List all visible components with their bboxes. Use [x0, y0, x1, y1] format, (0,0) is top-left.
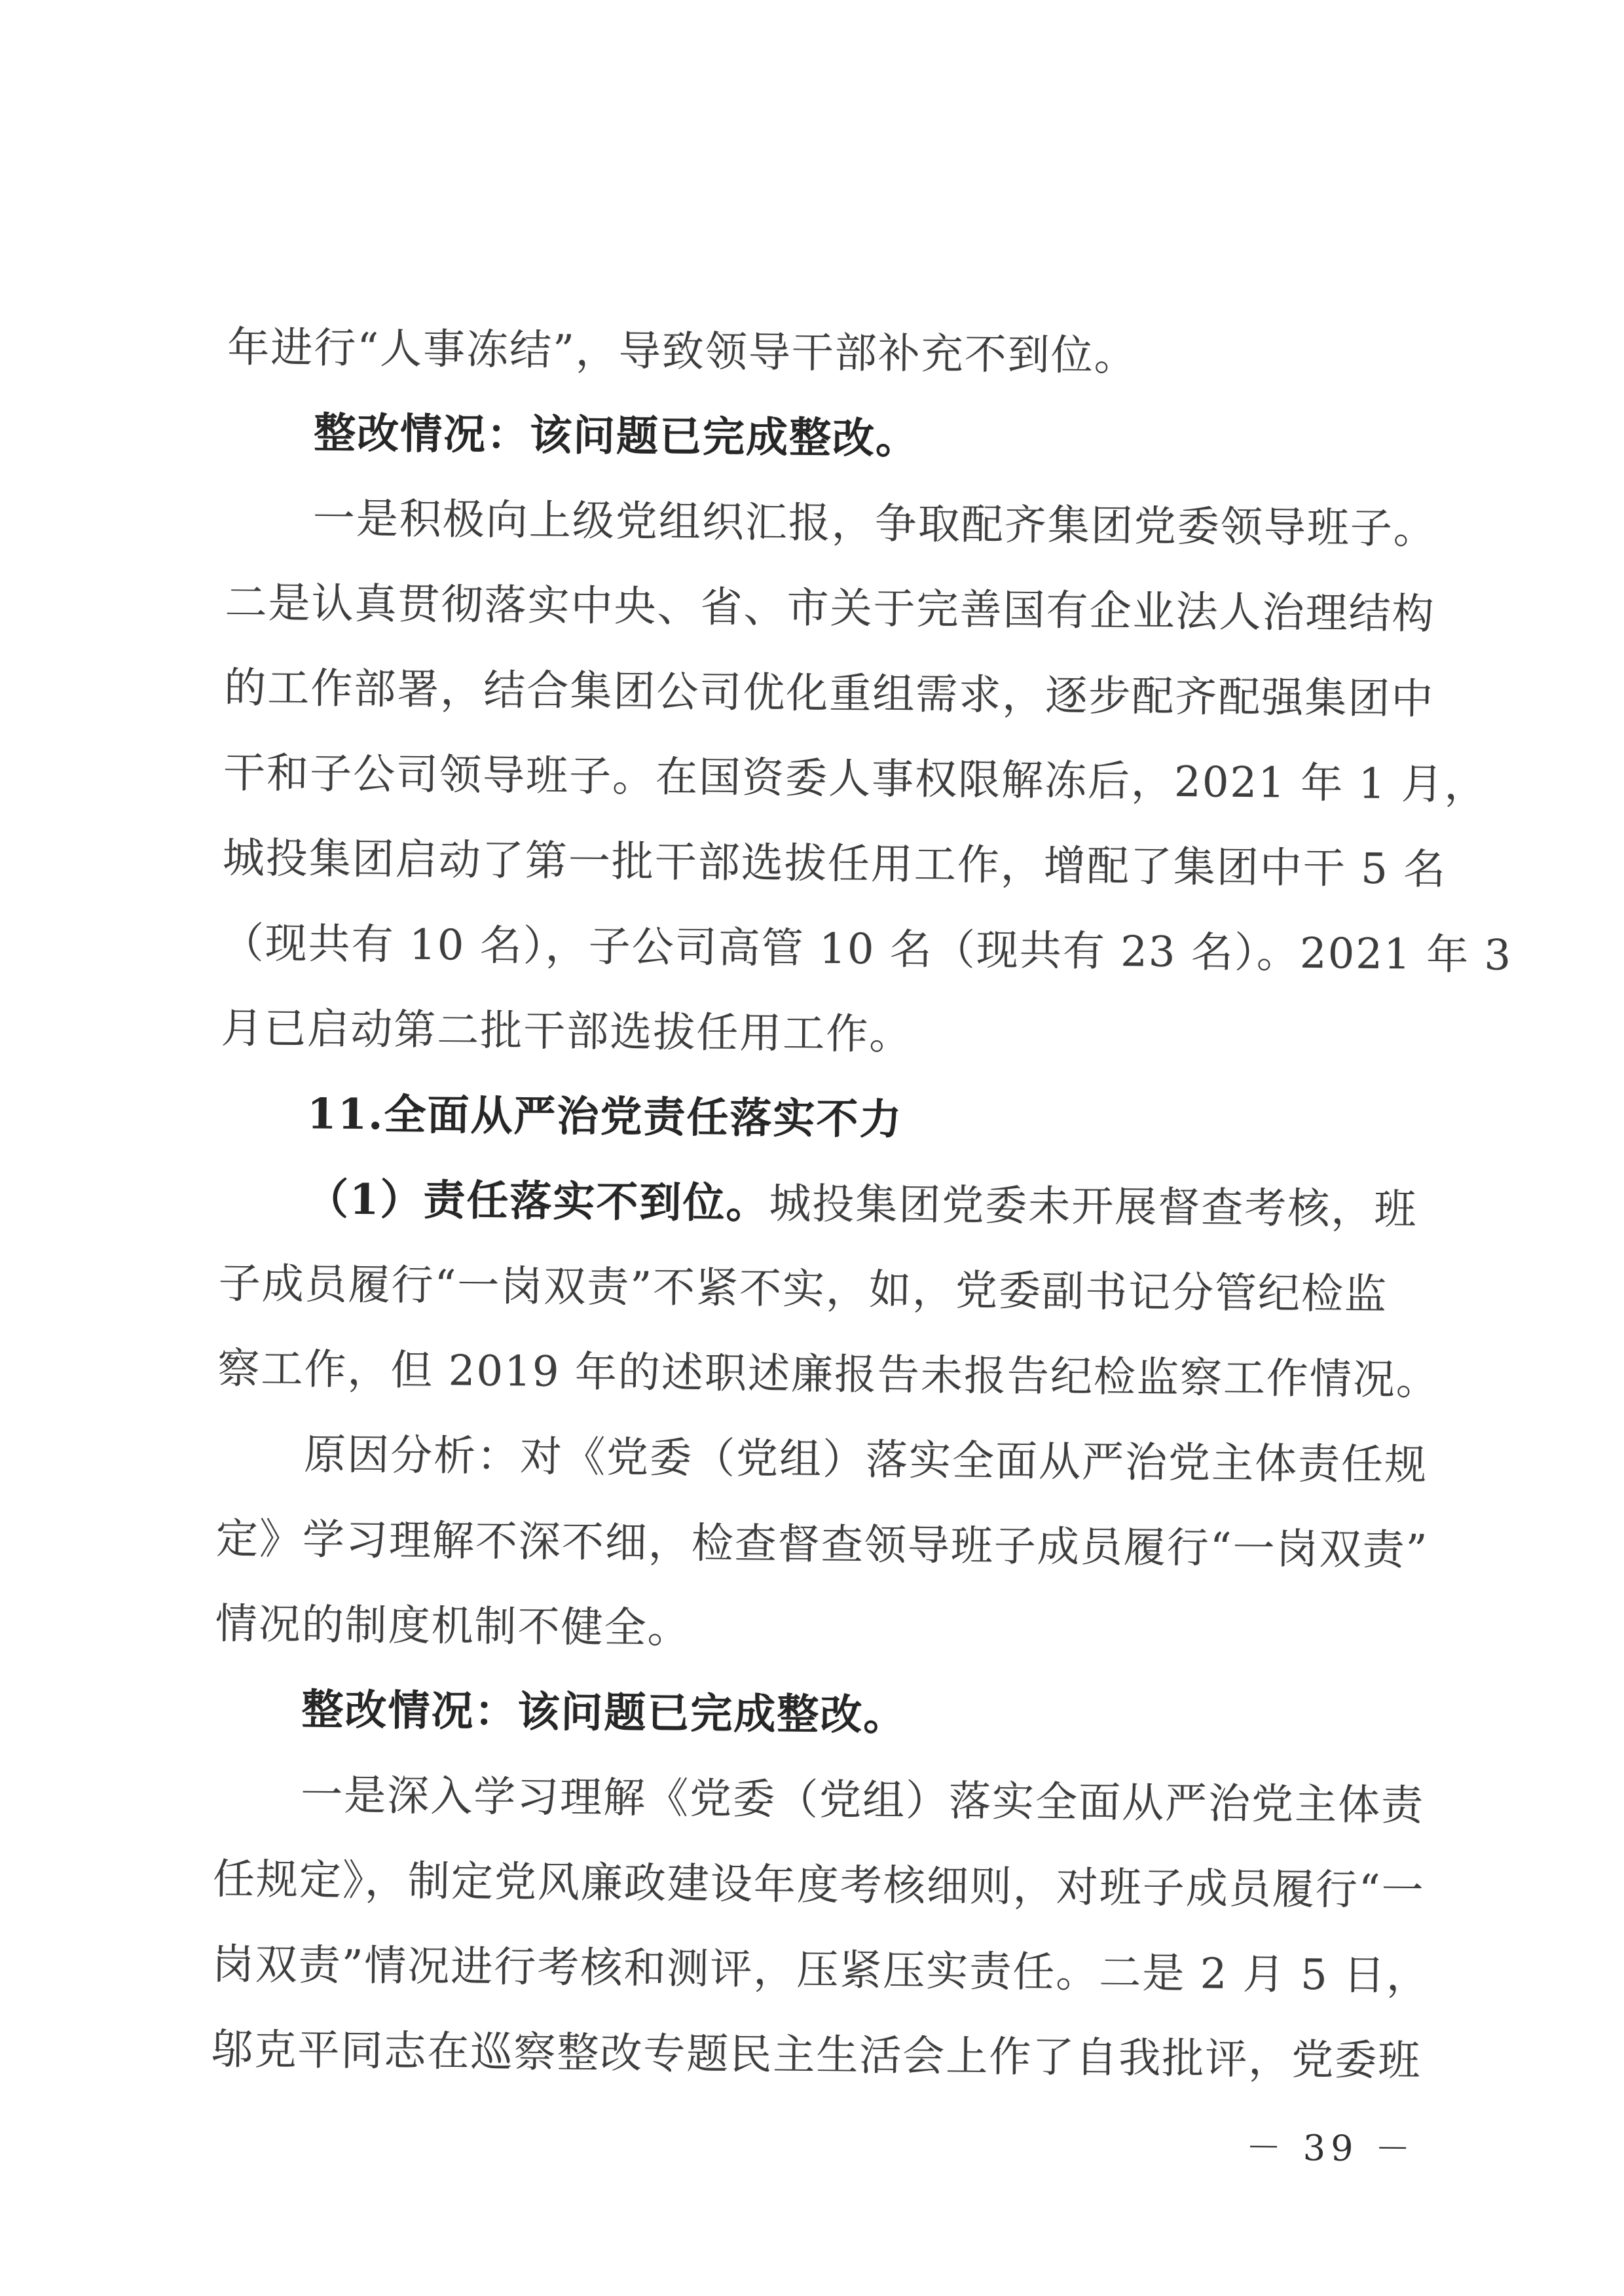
text-segment: 原因分析：对《党委（党组）落实全面从严治党主体责任规 [303, 1430, 1428, 1490]
text-segment: 月已启动第二批干部选拔任用工作。 [221, 1004, 913, 1060]
text-line [217, 1412, 1428, 1508]
bold-text-segment: 整改情况：该问题已完成整改。 [313, 409, 919, 464]
text-segment: 邬克平同志在巡察整改专题民主生活会上作了自我批评，党委班 [211, 2025, 1422, 2086]
text-segment: 二是认真贯彻落实中央、省、市关于完善国有企业法人治理结构 [225, 578, 1435, 639]
text-segment: 一是深入学习理解《党委（党组）落实全面从严治党主体责 [300, 1771, 1425, 1831]
text-segment: 城投集团启动了第一批干部选拔任用工作，增配了集团中干 5 名 [222, 833, 1447, 894]
text-line [211, 2007, 1422, 2104]
text-segment: 定》学习理解不深不细，检查督查领导班子成员履行“一岗双责” [215, 1514, 1429, 1575]
text-line [225, 475, 1437, 572]
bold-text-segment: （1）责任落实不到位。 [306, 1175, 769, 1228]
text-segment: 干和子公司领导班子。在国资委人事权限解冻后，2021 年 1 月， [223, 748, 1488, 810]
text-segment: 的工作部署，结合集团公司优化重组需求，逐步配齐配强集团中 [224, 663, 1435, 724]
text-line [224, 646, 1435, 742]
text-line [212, 1837, 1425, 1933]
text-line [221, 901, 1513, 997]
text-segment: 情况的制度机制不健全。 [215, 1599, 691, 1653]
text-line [218, 1241, 1407, 1338]
text-segment: （现共有 10 名），子公司高管 10 名（现共有 23 名）。2021 年 3 [221, 919, 1513, 980]
text-line [225, 560, 1435, 657]
document-body [211, 305, 1513, 2104]
text-line [214, 1667, 1403, 1763]
text-line [227, 390, 1416, 486]
page-number: － 39 － [1246, 2126, 1416, 2170]
text-line [220, 1071, 1409, 1167]
text-line [213, 1752, 1425, 1848]
text-segment: 年进行“人事冻结”，导致领导干部补充不到位。 [227, 323, 1138, 381]
text-segment: 城投集团党委未开展督查考核，班 [769, 1179, 1418, 1235]
bold-text-segment: 11.全面从严治党责任落实不力 [306, 1089, 903, 1144]
text-line [212, 1922, 1430, 2018]
text-segment: 任规定》，制定党风廉政建设年度考核细则，对班子成员履行“一 [212, 1855, 1425, 1916]
text-line [215, 1497, 1429, 1593]
text-line [223, 731, 1488, 827]
bold-text-segment: 整改情况：该问题已完成整改。 [301, 1685, 907, 1741]
text-line [227, 305, 1416, 401]
text-line [221, 986, 1410, 1082]
text-segment: 一是积极向上级党组织汇报，争取配齐集团党委领导班子。 [312, 494, 1437, 554]
text-segment: 察工作，但 2019 年的述职述廉报告未报告纪检监察工作情况。 [217, 1344, 1440, 1405]
text-segment: 岗双责”情况进行考核和测评，压紧压实责任。二是 2 月 5 日， [212, 1940, 1430, 2001]
text-line [217, 1326, 1440, 1423]
text-line [215, 1582, 1404, 1678]
text-line [219, 1156, 1418, 1252]
text-line [222, 816, 1447, 912]
text-segment: 子成员履行“一岗双责”不紧不实，如，党委副书记分管纪检监 [218, 1259, 1388, 1320]
